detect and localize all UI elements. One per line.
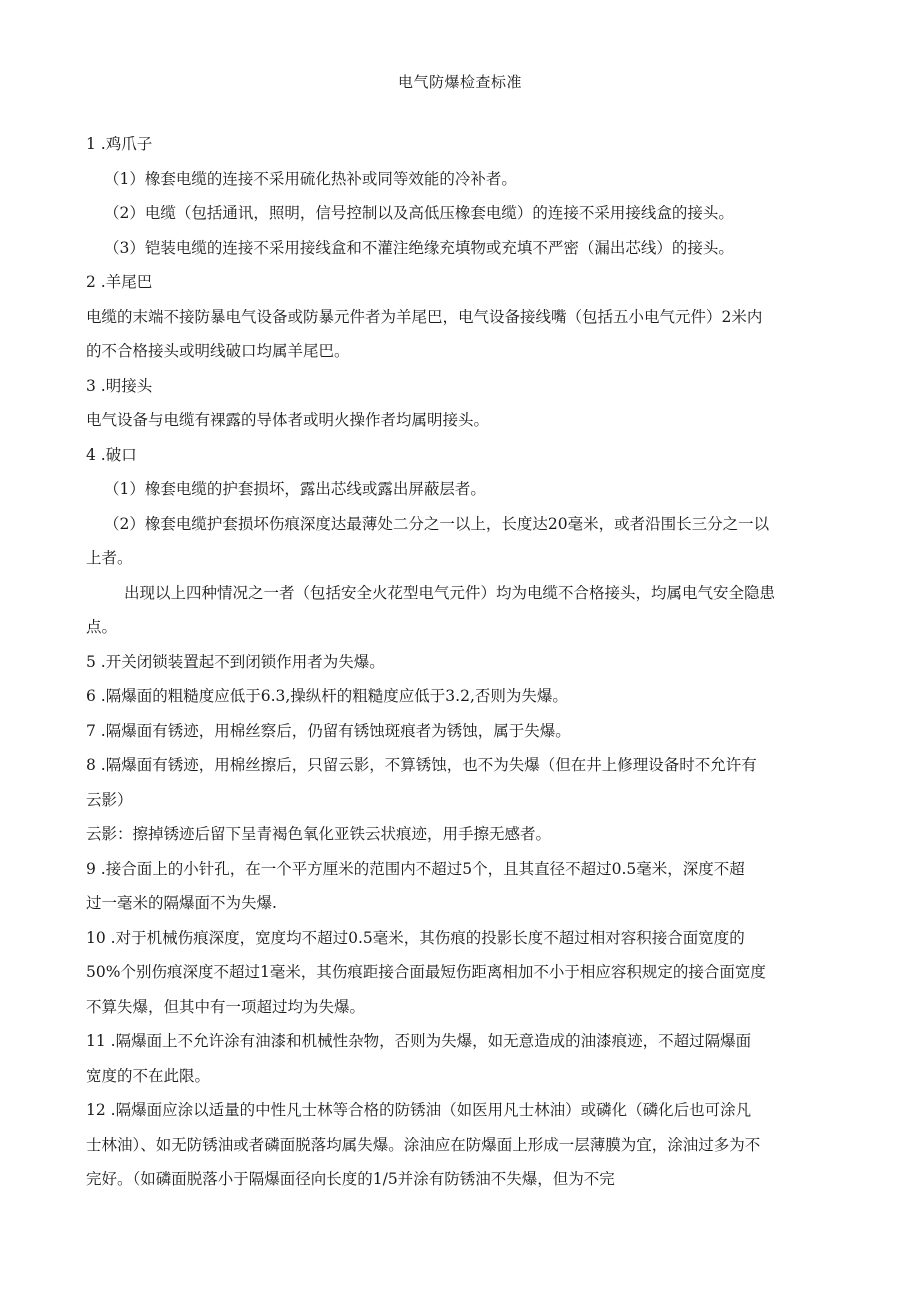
text-line: 6 .隔爆面的粗糙度应低于6.3,操纵杆的粗糙度应低于3.2,否则为失爆。 [86, 687, 568, 705]
text-line: 云影） [86, 790, 133, 809]
text-line: （2）橡套电缆护套损坏伤痕深度达最薄处二分之一以上，长度达20毫米，或者沿围长三分之一以 [104, 514, 770, 533]
text-line: 宽度的不在此限。 [86, 1066, 211, 1085]
text-line: 8 .隔爆面有锈迹，用棉丝擦后，只留云影，不算锈蚀，也不为失爆（但在井上修理设备时不允许有 [86, 756, 757, 774]
page-title: 电气防爆检查标准 [397, 73, 522, 91]
text-line: （2）电缆（包括通讯，照明，信号控制以及高低压橡套电缆）的连接不采用接线盒的接头。 [104, 204, 734, 222]
text-line: 12 .隔爆面应涂以适量的中性凡士林等合格的防锈油（如医用凡士林油）或磷化（磷化后也可涂凡 [86, 1101, 752, 1119]
text-line: 上者。 [86, 549, 133, 567]
text-line: 的不合格接头或明线破口均属羊尾巴。 [86, 342, 350, 360]
text-line: （1）橡套电缆的连接不采用硫化热补或同等效能的冷补者。 [104, 169, 517, 188]
text-line: 4 .破口 [86, 445, 137, 464]
text-line: 出现以上四种情况之一者（包括安全火花型电气元件）均为电缆不合格接头，均属电气安全隐患 [124, 583, 776, 602]
text-line: 50%个别伤痕深度不超过1毫米，其伤痕距接合面最短伤距离相加不小于相应容积规定的接合面宽度 [86, 963, 766, 981]
text-line: 3 .明接头 [86, 376, 153, 395]
text-line: （3）铠装电缆的连接不采用接线盒和不灌注绝缘充填物或充填不严密（漏出芯线）的接头。 [104, 238, 734, 257]
text-line: （1）橡套电缆的护套损坏，露出芯线或露出屏蔽层者。 [104, 480, 486, 498]
text-line: 9 .接合面上的小针孔，在一个平方厘米的范围内不超过5个，且其直径不超过0.5毫米，深度不超 [86, 859, 745, 878]
text-line: 完好。（如磷面脱落小于隔爆面径向长度的1/5并涂有防锈油不失爆，但为不完 [86, 1170, 615, 1188]
text-line: 电气设备与电缆有裸露的导体者或明火操作者均属明接头。 [86, 411, 490, 429]
text-line: 不算失爆，但其中有一项超过均为失爆。 [86, 997, 366, 1016]
text-line: 点。 [86, 618, 118, 636]
text-line: 士林油）、如无防锈油或者磷面脱落均属失爆。涂油应在防爆面上形成一层薄膜为宜，涂油过多为不 [86, 1135, 761, 1154]
text-line: 2 .羊尾巴 [86, 273, 153, 291]
text-line: 7 .隔爆面有锈迹，用棉丝察后，仍留有锈蚀斑痕者为锈蚀，属于失爆。 [86, 721, 571, 740]
text-line: 5 .开关闭锁装置起不到闭锁作用者为失爆。 [86, 652, 385, 671]
document-body [86, 132, 838, 1202]
text-line: 电缆的末端不接防暴电气设备或防暴元件者为羊尾巴，电气设备接线嘴（包括五小电气元件）2米内 [86, 307, 763, 326]
text-line: 1 .鸡爪子 [86, 135, 153, 153]
text-line: 10 .对于机械伤痕深度，宽度均不超过0.5毫米，其伤痕的投影长度不超过相对容积接合面宽度的 [86, 928, 745, 947]
text-line: 11 .隔爆面上不允许涂有油漆和机械性杂物，否则为失爆，如无意造成的油漆痕迹，不超过隔爆面 [86, 1032, 752, 1050]
text-line: 云影：擦掉锈迹后留下呈青褐色氧化亚铁云状痕迹，用手擦无感者。 [86, 825, 552, 843]
text-line: 过一毫米的隔爆面不为失爆. [86, 894, 277, 912]
